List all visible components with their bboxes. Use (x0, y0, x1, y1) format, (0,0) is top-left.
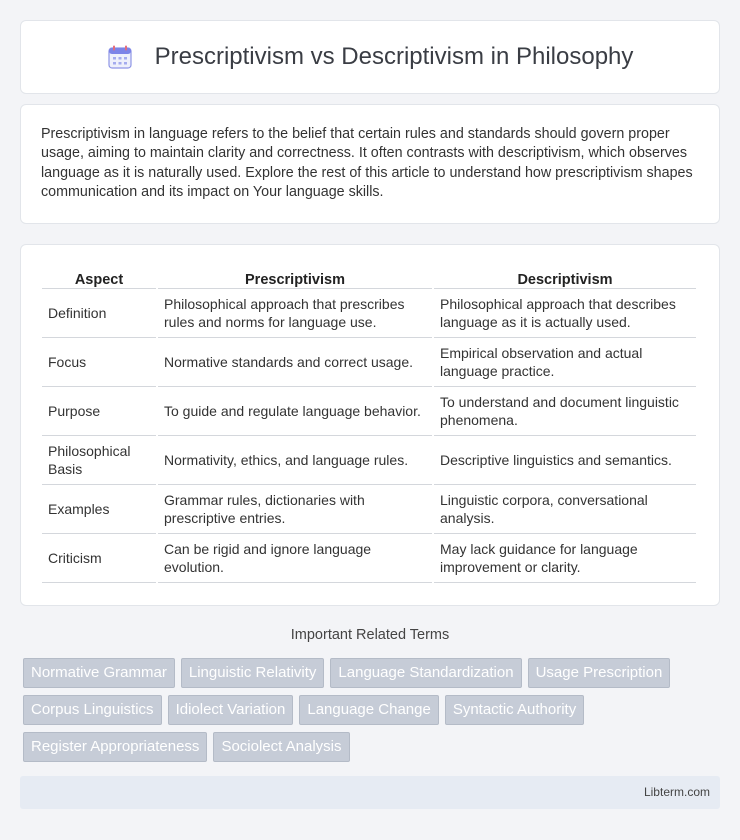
term-tag-language-change[interactable]: Language Change (299, 695, 438, 725)
term-tag-idiolect-variation[interactable]: Idiolect Variation (168, 695, 294, 725)
term-tag-linguistic-relativity[interactable]: Linguistic Relativity (181, 658, 325, 688)
cell-aspect: Philosophical Basis (42, 436, 156, 485)
table-row (42, 289, 696, 338)
term-tag-language-standardization[interactable]: Language Standardization (330, 658, 521, 688)
cell-prescriptivism: Grammar rules, dictionaries with prescriptive entries. (158, 485, 432, 534)
cell-prescriptivism: Philosophical approach that prescribes rules and norms for language use. (158, 289, 432, 338)
cell-prescriptivism: To guide and regulate language behavior. (158, 387, 432, 436)
cell-prescriptivism: Normative standards and correct usage. (158, 338, 432, 387)
footer (20, 776, 720, 809)
term-tag-sociolect-analysis[interactable]: Sociolect Analysis (213, 732, 349, 762)
comparison-card (20, 244, 720, 606)
related-terms-title: Important Related Terms (290, 627, 450, 643)
table-header-row (42, 267, 696, 289)
footer-site-link[interactable]: Libterm.com (643, 785, 710, 799)
cell-prescriptivism: Normativity, ethics, and language rules. (158, 436, 432, 485)
cell-aspect: Focus (42, 338, 156, 387)
header-aspect: Aspect (42, 267, 156, 289)
header-descriptivism: Descriptivism (434, 267, 696, 289)
term-tag-normative-grammar[interactable]: Normative Grammar (23, 658, 175, 688)
header-prescriptivism: Prescriptivism (158, 267, 432, 289)
title-card (20, 20, 720, 94)
intro-text: Prescriptivism in language refers to the belief that certain rules and standards should govern proper usage, aiming to maintain clarity and correctness. It often contrasts with descriptivism, which observes language as it is naturally used. Explore the rest of this article to understand how prescriptivism shapes communication and its impact on Your language skills. (41, 126, 693, 200)
cell-aspect: Definition (42, 289, 156, 338)
cell-descriptivism: May lack guidance for language improvement or clarity. (434, 534, 696, 583)
term-tag-corpus-linguistics[interactable]: Corpus Linguistics (23, 695, 162, 725)
related-terms-list (23, 658, 723, 762)
cell-prescriptivism: Can be rigid and ignore language evolution. (158, 534, 432, 583)
table-row (42, 436, 696, 485)
page-title: Prescriptivism vs Descriptivism in Philosophy (154, 43, 634, 70)
cell-descriptivism: To understand and document linguistic phenomena. (434, 387, 696, 436)
cell-aspect: Purpose (42, 387, 156, 436)
table-row (42, 534, 696, 583)
calendar-icon (107, 44, 133, 70)
table-row (42, 387, 696, 436)
table-row (42, 485, 696, 534)
term-tag-usage-prescription[interactable]: Usage Prescription (528, 658, 671, 688)
term-tag-register-appropriateness[interactable]: Register Appropriateness (23, 732, 207, 762)
cell-aspect: Examples (42, 485, 156, 534)
cell-descriptivism: Linguistic corpora, conversational analysis. (434, 485, 696, 534)
cell-descriptivism: Descriptive linguistics and semantics. (434, 436, 696, 485)
comparison-table (40, 267, 698, 583)
intro-card (20, 104, 720, 224)
cell-aspect: Criticism (42, 534, 156, 583)
table-row (42, 338, 696, 387)
cell-descriptivism: Empirical observation and actual language practice. (434, 338, 696, 387)
cell-descriptivism: Philosophical approach that describes language as it is actually used. (434, 289, 696, 338)
term-tag-syntactic-authority[interactable]: Syntactic Authority (445, 695, 584, 725)
